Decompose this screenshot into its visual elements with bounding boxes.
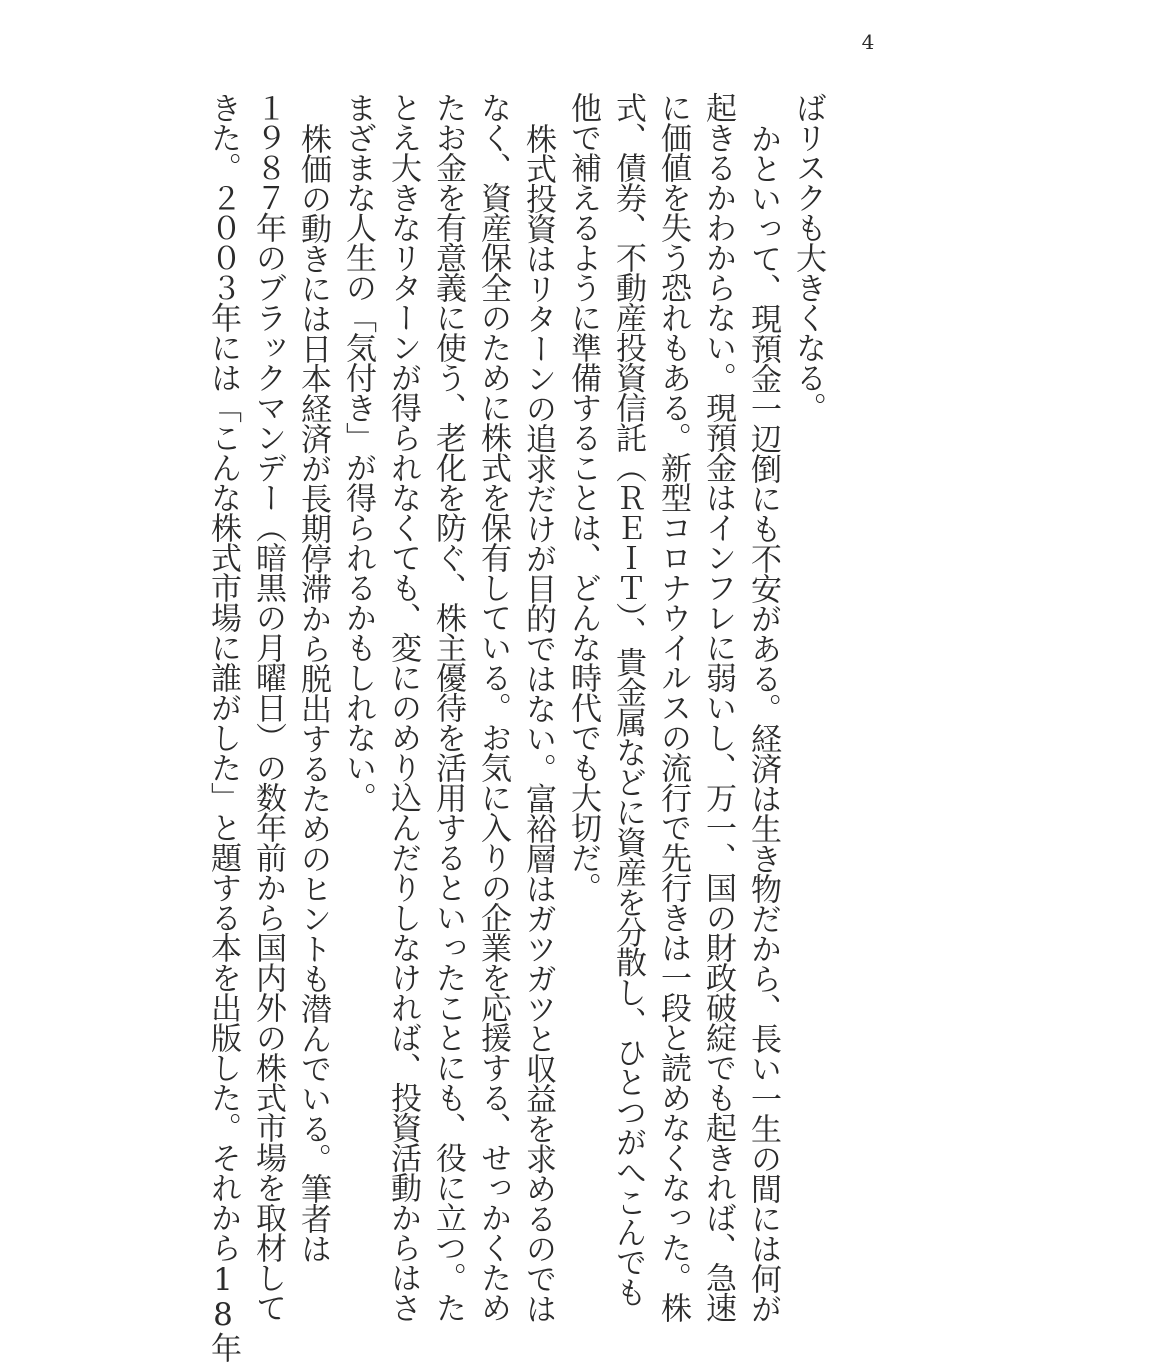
body-text [200, 92, 830, 1362]
page-number: 4 [861, 30, 875, 54]
text-line: なく、資産保全のために株式を保有している。お気に入りの企業を応援する、せっかくため [475, 92, 511, 1322]
text-line: 株式投資はリターンの追求だけが目的ではない。富裕層はガツガツと収益を求めるのでは [520, 123, 556, 1323]
text-line: とえ大きなリターンが得られなくても、変にのめり込んだりしなければ、投資活動からはさ [385, 92, 421, 1322]
text-line: 株価の動きには日本経済が長期停滞から脱出するためのヒントも潜んでいる。筆者は [295, 123, 331, 1263]
text-line: 他で補えるように準備することは、どんな時代でも大切だ。 [565, 92, 601, 902]
text-line: まざまな人生の「気付き」が得られるかもしれない。 [340, 92, 376, 812]
text-line: に価値を失う恐れもある。新型コロナウイルスの流行で先行きは一段と読めなくなった。株 [655, 92, 691, 1322]
text-line: 起きるかわからない。現預金はインフレに弱いし、万一、国の財政破綻でも起きれば、急速 [700, 92, 736, 1322]
text-line: ばリスクも大きくなる。 [790, 92, 826, 422]
text-line: 式、債券、不動産投資信託（ＲＥＩＴ）、貴金属などに資産を分散し、ひとつがへこんでも [610, 92, 646, 1307]
text-line: １９８７年のブラックマンデー（暗黒の月曜日）の数年前から国内外の株式市場を取材して [250, 92, 286, 1322]
text-line: きた。２００３年には「こんな株式市場に誰がした」と題する本を出版した。それから18年 [205, 92, 241, 1362]
text-line: たお金を有意義に使う、老化を防ぐ、株主優待を活用するといったことにも、役に立つ。た [430, 92, 466, 1322]
text-line: かといって、現預金一辺倒にも不安がある。経済は生き物だから、長い一生の間には何が [745, 123, 781, 1323]
